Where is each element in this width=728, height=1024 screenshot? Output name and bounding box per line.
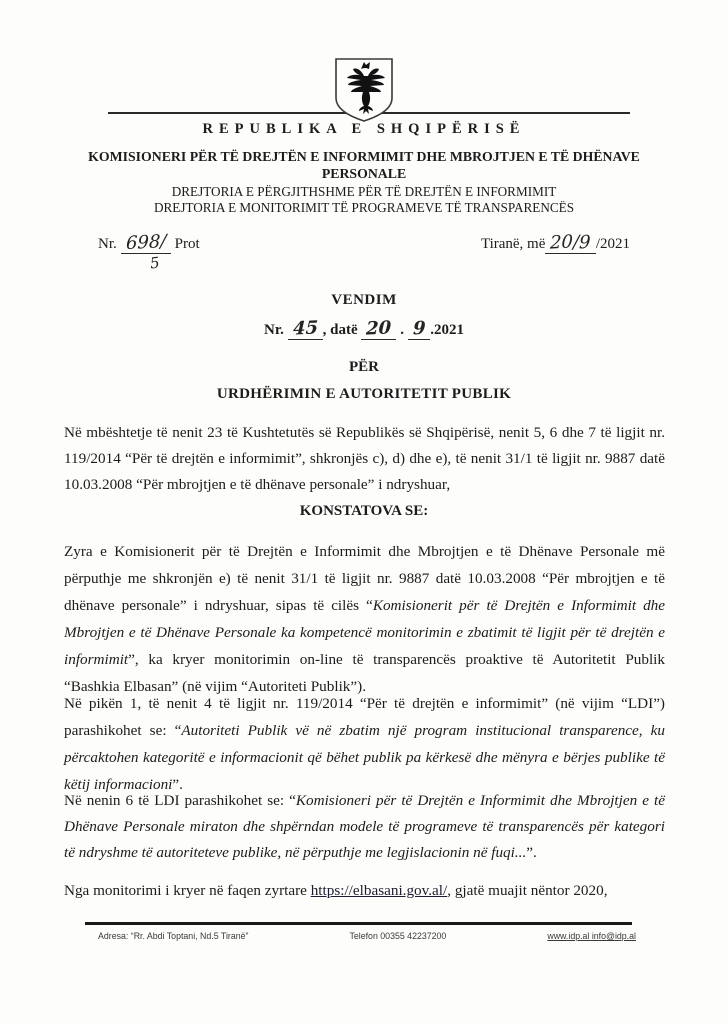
protocol-prot-label: Prot (174, 236, 200, 252)
decision-subject: URDHËRIMIN E AUTORITETIT PUBLIK (216, 386, 512, 402)
footer-address: Adresa: “Rr. Abdi Toptani, Nd.5 Tiranë” (98, 931, 249, 941)
paragraph-ldi-point1 (64, 690, 665, 798)
footer-phone: Telefon 00355 42237200 (349, 931, 447, 941)
paragraph-ldi-article6-text-1: Në nenin 6 të LDI parashikohet se: “ (64, 792, 296, 809)
place-date (480, 231, 630, 254)
elbasani-website-link[interactable]: https://elbasani.gov.al/ (310, 882, 448, 899)
decision-day-handwritten: 20 (366, 317, 392, 340)
decision-heading: VENDIM (331, 292, 397, 308)
directorate-monitoring-line: DREJTORIA E MONITORIMIT TË PROGRAMEVE TË TRANSPARENCËS (153, 200, 575, 215)
date-day-handwritten: 20 (550, 231, 574, 254)
protocol-nr-sub-handwritten: 5 (148, 253, 161, 273)
konstatova-heading: KONSTATOVA SE: (299, 503, 429, 519)
paragraph-ldi-point1-text-1: Në pikën 1, të nenit 4 të ligjit nr. 119/2014 “Për të drejtën e informimit” (në vijim “LDI”) parashikohet se: “ (64, 695, 665, 739)
decision-dot: . (400, 322, 404, 338)
paragraph-monitoring-quote: Komisionerit për të Drejtën e Informimit dhe Mbrojtjen e të Dhënave Personale ka kompetencë monitorimin e zbatimit të ligjit për të drejtën e informimit (64, 597, 665, 668)
institution-name: KOMISIONERI PËR TË DREJTËN E INFORMIMIT DHE MBROJTJEN E TË DHËNAVE PERSONALE (88, 149, 640, 181)
paragraph-monitoring-text-2: ”, ka kryer monitorimin on-line të transparencës proaktive të Autoritetit Publik “Bashkia Elbasan” (në vijim “Autoriteti Publik”). (64, 651, 665, 695)
paragraph-legal-basis: Në mbështetje të nenit 23 të Kushtetutës së Republikës së Shqipërisë, nenit 5, 6 dhe 7 të ligjit nr. 119/2014 “Për të drejtën e informimit”, shkronjës c), d) dhe e), të nenit 31/1 të ligjit nr. 9887 datë 10.03.2008 “Për mbrojtjen e të dhënave personale” i ndryshuar, (64, 424, 665, 493)
footer-website[interactable]: www.idp.al info@idp.al (547, 931, 636, 941)
republic-title: REPUBLIKA E SHQIPËRISË (202, 121, 526, 137)
decision-nr-label: Nr. (263, 322, 284, 338)
paragraph-ldi-point1-text-2: ”. (172, 776, 183, 793)
footer-divider (85, 922, 632, 925)
paragraph-monitoring (64, 538, 665, 700)
paragraph-ldi-article6-quote: Komisioneri për të Drejtën e Informimit dhe Mbrojtjen e të Dhënave Personale miraton dhe shpërndan modele të programeve të transparencës për kategori të ndryshme të autoriteteve publike, në përputhje me legjislacionin në fuqi... (64, 792, 665, 861)
decision-nr-handwritten: 45 (292, 317, 319, 340)
date-year-printed: /2021 (595, 236, 630, 252)
paragraph-ldi-article6 (64, 788, 665, 866)
decision-date-label: , datë (322, 322, 358, 338)
protocol-number (98, 230, 200, 273)
date-month-handwritten: 9 (579, 231, 592, 254)
paragraph-ldi-point1-quote: Autoriteti Publik vë në zbatim një program institucional transparence, ku përcaktohen kategoritë e informacionit që bëhet publik pa kërkesë dhe mënyra e bërjes publike të këtij informacioni (64, 722, 665, 793)
protocol-row (98, 230, 630, 273)
paragraph-ldi-article6-text-2: ”. (526, 844, 537, 861)
date-slash-handwritten: / (572, 231, 580, 254)
per-label: PËR (349, 359, 379, 375)
protocol-nr-handwritten: 698/ (125, 230, 167, 255)
paragraph-monitoring-text-1: Zyra e Komisionerit për të Drejtën e Informimit dhe Mbrojtjen e të Dhënave Personale më përputhje me shkronjën e) të nenit 31/1 të ligjit nr. 9887 datë 10.03.2008 “Për mbrojtjen e të dhënave personale” i ndryshuar, sipas të cilës “ (64, 543, 665, 614)
protocol-nr-label: Nr. (98, 236, 117, 252)
albanian-eagle-emblem (332, 56, 396, 124)
footer (98, 931, 636, 941)
directorate-general-line: DREJTORIA E PËRGJITHSHME PËR TË DREJTËN E INFORMIMIT (171, 184, 557, 199)
decision-month-handwritten: 9 (412, 317, 426, 340)
decision-year: .2021 (430, 322, 465, 338)
paragraph-monitoring-result (64, 878, 665, 904)
decision-number-line (64, 317, 664, 340)
paragraph-monitoring-result-text-1: Nga monitorimi i kryer në faqen zyrtare (64, 882, 311, 899)
city-date-label: Tiranë, më (480, 236, 546, 252)
paragraph-monitoring-result-text-2: , gjatë muajit nëntor 2020, (447, 882, 608, 899)
